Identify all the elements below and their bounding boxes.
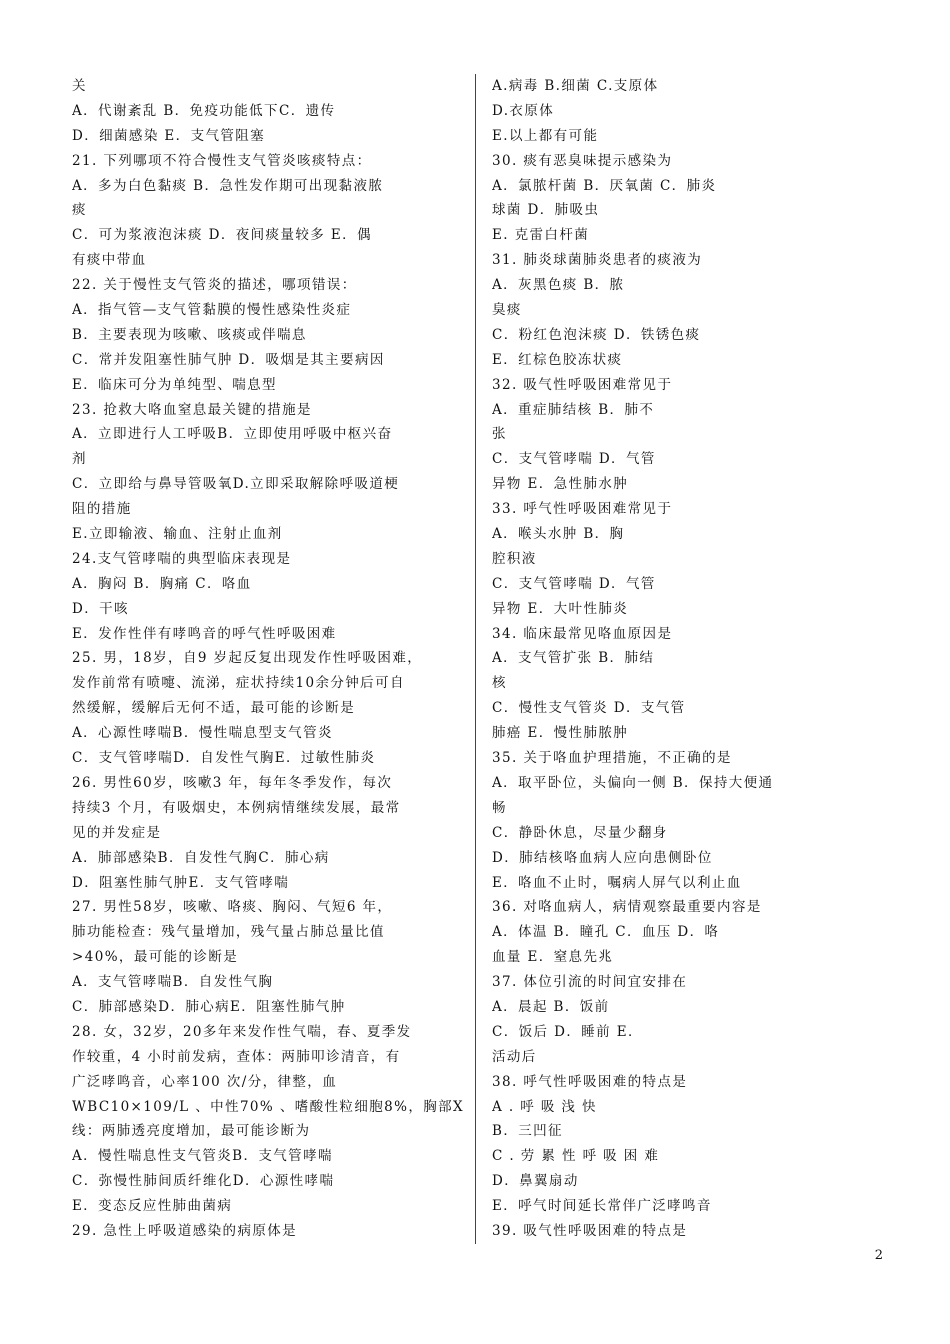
text-line: A．灰黑色痰 B．脓	[492, 277, 625, 294]
text-line: E.以上都有可能	[492, 127, 599, 144]
text-line: 阻的措施	[72, 501, 132, 518]
text-line: C．支气管哮喘D．自发性气胸E．过敏性肺炎	[72, 750, 376, 767]
text-line: C．支气管哮喘 D．气管	[492, 451, 656, 468]
text-line: 30. 痰有恶臭味提示感染为	[492, 152, 673, 169]
text-line: E．红棕色胶冻状痰	[492, 351, 623, 368]
text-line: C．可为浆液泡沫痰 D．夜间痰量较多 E．偶	[72, 227, 372, 244]
text-line: E．呼气时间延长常伴广泛哮鸣音	[492, 1198, 712, 1215]
text-line: A．肺部感染B．自发性气胸C．肺心病	[72, 849, 330, 866]
text-line: A．重症肺结核 B．肺不	[492, 401, 655, 418]
text-line: 有痰中带血	[72, 252, 147, 269]
text-line: E.立即输液、输血、注射止血剂	[72, 526, 283, 543]
text-line: 39. 吸气性呼吸困难的特点是	[492, 1222, 688, 1239]
text-line: A．立即进行人工呼吸B．立即使用呼吸中枢兴奋	[72, 426, 393, 443]
text-line: 38. 呼气性呼吸困难的特点是	[492, 1073, 688, 1090]
text-line: 球菌 D．肺吸虫	[492, 202, 600, 219]
text-line: E. 克雷白杆菌	[492, 227, 590, 244]
text-line: C．常并发阻塞性肺气肿 D．吸烟是其主要病因	[72, 351, 385, 368]
text-line: 35. 关于咯血护理措施，不正确的是	[492, 750, 732, 767]
text-line: 腔积液	[492, 550, 537, 567]
text-line: A . 呼 吸 浅 快	[492, 1098, 597, 1115]
text-line: 27. 男性58岁，咳嗽、咯痰、胸闷、气短6 年，	[72, 899, 393, 916]
text-line: 24.支气管哮喘的典型临床表现是	[72, 550, 292, 567]
text-line: D．鼻翼扇动	[492, 1173, 579, 1190]
text-line: A．慢性喘息性支气管炎B．支气管哮喘	[72, 1148, 333, 1165]
text-line: A．喉头水肿 B．胸	[492, 526, 625, 543]
text-line: 剂	[72, 451, 87, 468]
text-line: C．慢性支气管炎 D．支气管	[492, 700, 686, 717]
text-line: C . 劳 累 性 呼 吸 困 难	[492, 1148, 660, 1165]
text-line: A．指气管—支气管黏膜的慢性感染性炎症	[72, 302, 352, 319]
text-line: 痰	[72, 202, 87, 219]
text-line: 37. 体位引流的时间宜安排在	[492, 974, 688, 991]
text-line: C．静卧休息，尽量少翻身	[492, 824, 668, 841]
text-line: 肺功能检查：残气量增加，残气量占肺总量比值	[72, 924, 385, 941]
text-line: D．阻塞性肺气肿E．支气管哮喘	[72, 874, 290, 891]
right-column	[492, 74, 887, 1244]
text-line: C．弥慢性肺间质纤维化D．心源性哮喘	[72, 1173, 335, 1190]
text-line: D.衣原体	[492, 102, 555, 119]
text-line: 异物 E．急性肺水肿	[492, 476, 629, 493]
text-line: 25. 男，18岁，自9 岁起反复出现发作性呼吸困难，	[72, 650, 423, 667]
text-line: 肺癌 E．慢性肺脓肿	[492, 725, 629, 742]
text-line: C．饭后 D．睡前 E．	[492, 1023, 643, 1040]
text-line: A．多为白色黏痰 B．急性发作期可出现黏液脓	[72, 177, 384, 194]
text-line: 持续3 个月，有吸烟史，本例病情继续发展，最常	[72, 799, 401, 816]
text-line: C．粉红色泡沫痰 D．铁锈色痰	[492, 326, 701, 343]
text-line: 31. 肺炎球菌肺炎患者的痰液为	[492, 252, 703, 269]
text-line: D．细菌感染 E．支气管阻塞	[72, 127, 266, 144]
text-line: 29. 急性上呼吸道感染的病原体是	[72, 1222, 298, 1239]
text-line: C．肺部感染D．肺心病E．阻塞性肺气肿	[72, 998, 346, 1015]
text-line: 36. 对咯血病人，病情观察最重要内容是	[492, 899, 762, 916]
text-line: E．临床可分为单纯型、喘息型	[72, 376, 277, 393]
text-line: 张	[492, 426, 507, 443]
text-line: C．立即给与鼻导管吸氧D.立即采取解除呼吸道梗	[72, 476, 400, 493]
text-line: 畅	[492, 799, 507, 816]
text-line: 34. 临床最常见咯血原因是	[492, 625, 673, 642]
text-line: 异物 E．大叶性肺炎	[492, 600, 629, 617]
text-line: A．心源性哮喘B．慢性喘息型支气管炎	[72, 725, 333, 742]
text-line: 28. 女，32岁，20多年来发作性气喘，春、夏季发	[72, 1023, 412, 1040]
page-number: 2	[874, 1248, 883, 1263]
text-line: 26. 男性60岁，咳嗽3 年，每年冬季发作，每次	[72, 774, 393, 791]
text-line: A．晨起 B．饭前	[492, 998, 610, 1015]
text-line: 23. 抢救大咯血窒息最关键的措施是	[72, 401, 312, 418]
left-column	[72, 74, 467, 1244]
text-line: 32. 吸气性呼吸困难常见于	[492, 376, 673, 393]
column-divider	[475, 74, 476, 1244]
text-line: 然缓解，缓解后无何不适，最可能的诊断是	[72, 700, 356, 717]
text-line: A．胸闷 B．胸痛 C．咯血	[72, 575, 252, 592]
text-line: A．支气管扩张 B．肺结	[492, 650, 655, 667]
text-line: B．三凹征	[492, 1123, 563, 1140]
text-line: E．咯血不止时，嘱病人屏气以利止血	[492, 874, 742, 891]
text-line: 臭痰	[492, 302, 522, 319]
text-line: 发作前常有喷嚏、流涕，症状持续10余分钟后可自	[72, 675, 405, 692]
text-line: 见的并发症是	[72, 824, 162, 841]
text-line: A．氯脓杆菌 B．厌氧菌 C．肺炎	[492, 177, 717, 194]
text-line: 核	[492, 675, 507, 692]
text-line: 22. 关于慢性支气管炎的描述，哪项错误：	[72, 277, 357, 294]
text-line: 线：两肺透亮度增加，最可能诊断为	[72, 1123, 311, 1140]
text-line: A．取平卧位，头偏向一侧 B．保持大便通	[492, 774, 774, 791]
text-line: E．发作性伴有哮鸣音的呼气性呼吸困难	[72, 625, 337, 642]
text-line: 关	[72, 78, 87, 94]
text-line: WBC10×109/L 、中性70% 、嗜酸性粒细胞8%，胸部X	[72, 1098, 465, 1115]
text-line: 作较重，4 小时前发病，查体：两肺叩诊清音，有	[72, 1048, 401, 1065]
text-line: 33. 呼气性呼吸困难常见于	[492, 501, 673, 518]
text-line: A.病毒 B.细菌 C.支原体	[492, 78, 659, 94]
text-line: 广泛哮鸣音，心率100 次/分，律整，血	[72, 1073, 338, 1090]
text-line: 21. 下列哪项不符合慢性支气管炎咳痰特点：	[72, 152, 372, 169]
text-line: D．干咳	[72, 600, 129, 617]
text-line: A．体温 B．瞳孔 C．血压 D．咯	[492, 924, 720, 941]
text-line: >40%，最可能的诊断是	[72, 949, 239, 966]
text-line: B．主要表现为咳嗽、咳痰或伴喘息	[72, 326, 307, 343]
text-line: 活动后	[492, 1048, 537, 1065]
text-line: C．支气管哮喘 D．气管	[492, 575, 656, 592]
text-line: A．代谢紊乱 B．免疫功能低下C．遗传	[72, 102, 336, 119]
text-line: D．肺结核咯血病人应向患侧卧位	[492, 849, 713, 866]
text-line: A．支气管哮喘B．自发性气胸	[72, 974, 274, 991]
text-line: 血量 E．窒息先兆	[492, 949, 614, 966]
text-line: E．变态反应性肺曲菌病	[72, 1198, 233, 1215]
